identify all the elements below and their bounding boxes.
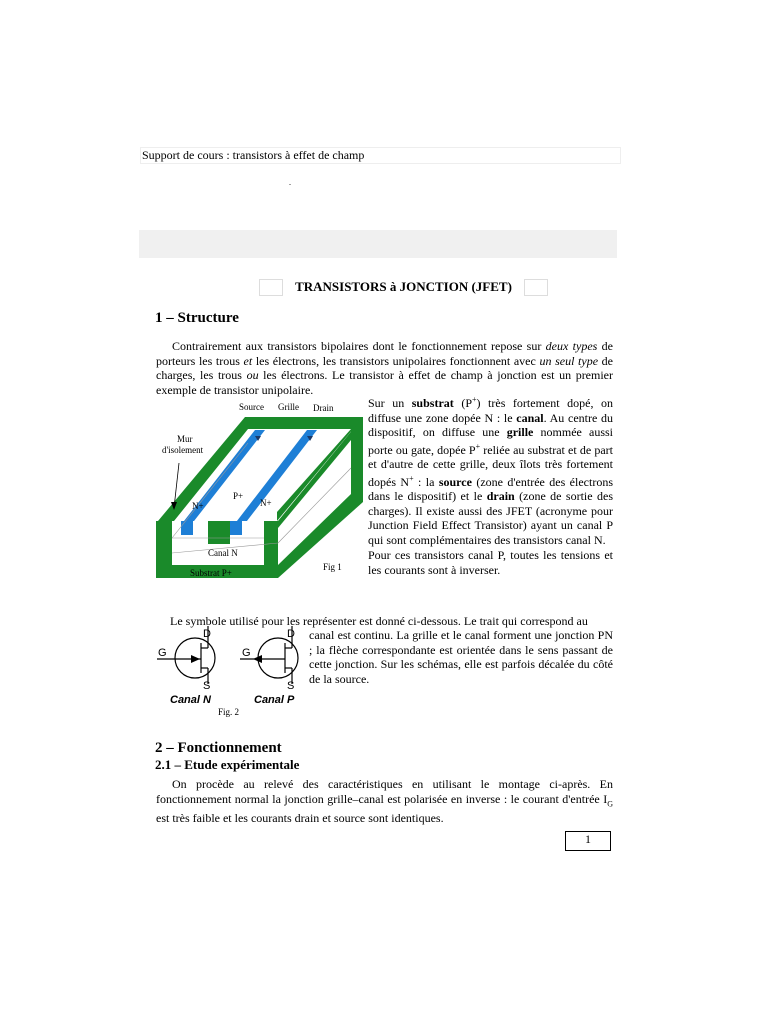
fig1-caption: Fig 1	[323, 562, 342, 572]
fig1-label-nplus-left: N+	[192, 501, 204, 511]
jfet-symbol-figure	[155, 626, 305, 721]
fig1-label-isolement: d'isolement	[162, 445, 204, 455]
jfet-structure-figure	[150, 398, 365, 583]
fig1-label-grille: Grille	[278, 402, 299, 412]
fig2-n-label-s: S	[203, 680, 211, 692]
section-1-heading: 1 – Structure	[155, 310, 239, 326]
paragraph-symbol-line1: Le symbole utilisé pour les représenter est donné ci-dessous. Le trait qui correspond au	[170, 614, 588, 628]
header-band	[139, 230, 617, 258]
page-number: 1	[565, 831, 611, 851]
fig2-n-label-d: D	[203, 628, 211, 640]
fig2-p-label-d: D	[287, 628, 295, 640]
fig1-label-canal: Canal N	[208, 548, 238, 558]
stray-dot: .	[289, 178, 291, 187]
document-header: Support de cours : transistors à effet de champ	[140, 147, 621, 164]
paragraph-symbol: canal est continu. La grille et le canal forment une jonction PN ; la flèche correspondante est orientée dans le sens passant de cette jonction. Sur les schémas, elle est parfois décalée du côté de la source.	[309, 628, 613, 686]
document-title	[259, 279, 548, 295]
fig2-n-label-g: G	[158, 647, 167, 659]
fig1-label-pplus: P+	[233, 491, 244, 501]
paragraph-intro: Contrairement aux transistors bipolaires dont le fonctionnement repose sur deux types de porteurs les trous et les électrons, les transistors unipolaires fonctionnent avec un seul type de charges, les trous ou les électrons. Le transistor à effet de champ à jonction est un premier exemple de transistor unipolaire.	[156, 339, 614, 397]
title-left-box	[259, 279, 283, 296]
title-right-box	[524, 279, 548, 296]
fig1-label-source: Source	[239, 402, 264, 412]
fig1-label-substrat: Substrat P+	[190, 568, 232, 578]
fig2-p-label-g: G	[242, 647, 251, 659]
fig1-label-drain: Drain	[313, 403, 334, 413]
fig2-caption: Fig. 2	[218, 707, 240, 717]
fig1-label-mur: Mur	[177, 434, 193, 444]
title-text: TRANSISTORS à JONCTION (JFET)	[295, 279, 512, 294]
fig2-caption-canal-p: Canal P	[254, 694, 295, 706]
paragraph-structure: Sur un substrat (P+) très fortement dopé, on diffuse une zone dopée N : le canal. Au centre du dispositif, on diffuse une grille nommée aussi porte ou gate, dopée P+ reliée au substrat et de part et d'autre de cette grille, deux îlots très fortement dopés N+ : la source (zone d'entrée des électrons dans le dispositif) et le drain (zone de sortie des charges). Il existe aussi des JFET (acronyme pour Junction Field Effect Transistor) ayant un canal P qui sont complémentaires des transistors canal N.	[368, 395, 614, 547]
fig1-label-nplus-right: N+	[260, 498, 272, 508]
paragraph-canal-p: Pour ces transistors canal P, toutes les tensions et les courants sont à inverser.	[368, 548, 613, 577]
section-2-1-heading: 2.1 – Etude expérimentale	[155, 757, 300, 772]
paragraph-etude: On procède au relevé des caractéristiques en utilisant le montage ci-après. En fonctionnement normal la jonction grille–canal est polarisée en inverse : le courant d'entrée $I_G$ est très faible et les courants drain et source sont identiques.	[156, 777, 613, 826]
section-2-heading: 2 – Fonctionnement	[155, 740, 282, 756]
fig2-p-label-s: S	[287, 680, 295, 692]
fig2-caption-canal-n: Canal N	[170, 694, 211, 706]
